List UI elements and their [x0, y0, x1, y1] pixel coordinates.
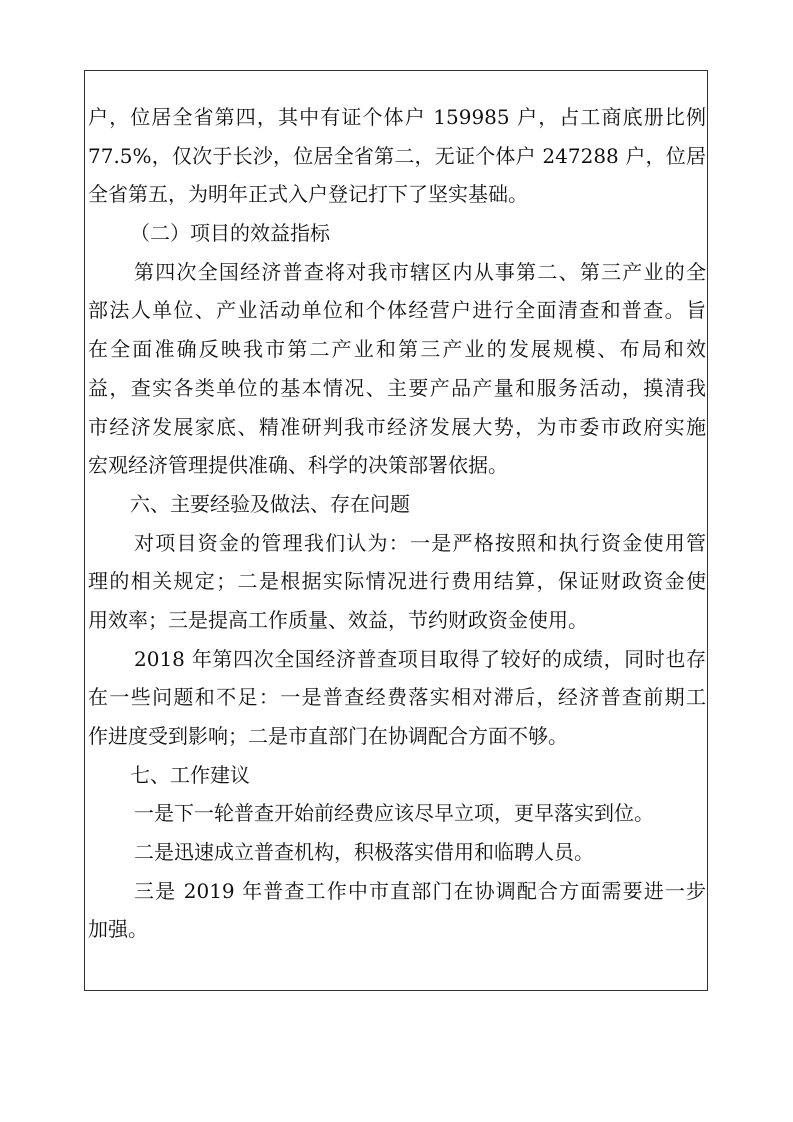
paragraph-line: 二是迅速成立普查机构，积极落实借用和临聘人员。 — [134, 840, 594, 865]
paragraph-line: 第四次全国经济普查将对我市辖区内从事第二、第三产业的全 — [134, 259, 706, 284]
paragraph-line: 益，查实各类单位的基本情况、主要产品产量和服务活动，摸清我 — [88, 375, 706, 400]
paragraph-line: 一是下一轮普查开始前经费应该尽早立项，更早落实到位。 — [134, 801, 654, 826]
paragraph-line: 宏观经济管理提供准确、科学的决策部署依据。 — [88, 453, 508, 478]
paragraph-line: 市经济发展家底、精准研判我市经济发展大势，为市委市政府实施 — [88, 414, 706, 439]
paragraph-line: 理的相关规定；二是根据实际情况进行费用结算，保证财政资金使 — [88, 569, 706, 594]
paragraph-line: 在全面准确反映我市第二产业和第三产业的发展规模、布局和效 — [88, 337, 706, 362]
paragraph-line: 在一些问题和不足：一是普查经费落实相对滞后，经济普查前期工 — [88, 685, 706, 710]
paragraph-line: 部法人单位、产业活动单位和个体经营户进行全面清查和普查。旨 — [88, 298, 706, 323]
paragraph-line: 作进度受到影响；二是市直部门在协调配合方面不够。 — [88, 724, 568, 748]
paragraph-line: 77.5%，仅次于长沙，位居全省第二，无证个体户 247288 户，位居 — [88, 143, 706, 168]
section-heading: 六、主要经验及做法、存在问题 — [130, 491, 410, 516]
paragraph-line: 全省第五，为明年正式入户登记打下了坚实基础。 — [88, 182, 528, 207]
paragraph-line: 2018 年第四次全国经济普查项目取得了较好的成绩，同时也存 — [134, 646, 706, 671]
paragraph-line: 户，位居全省第四，其中有证个体户 159985 户，占工商底册比例 — [88, 105, 706, 129]
section-heading: 七、工作建议 — [130, 762, 250, 787]
paragraph-line: 三是 2019 年普查工作中市直部门在协调配合方面需要进一步 — [134, 878, 706, 903]
paragraph-line: 用效率；三是提高工作质量、效益，节约财政资金使用。 — [88, 607, 588, 632]
paragraph-line: 对项目资金的管理我们认为：一是严格按照和执行资金使用管 — [134, 530, 706, 555]
document-body — [88, 98, 706, 949]
paragraph-line: 加强。 — [88, 917, 148, 942]
section-heading: （二）项目的效益指标 — [130, 221, 330, 246]
